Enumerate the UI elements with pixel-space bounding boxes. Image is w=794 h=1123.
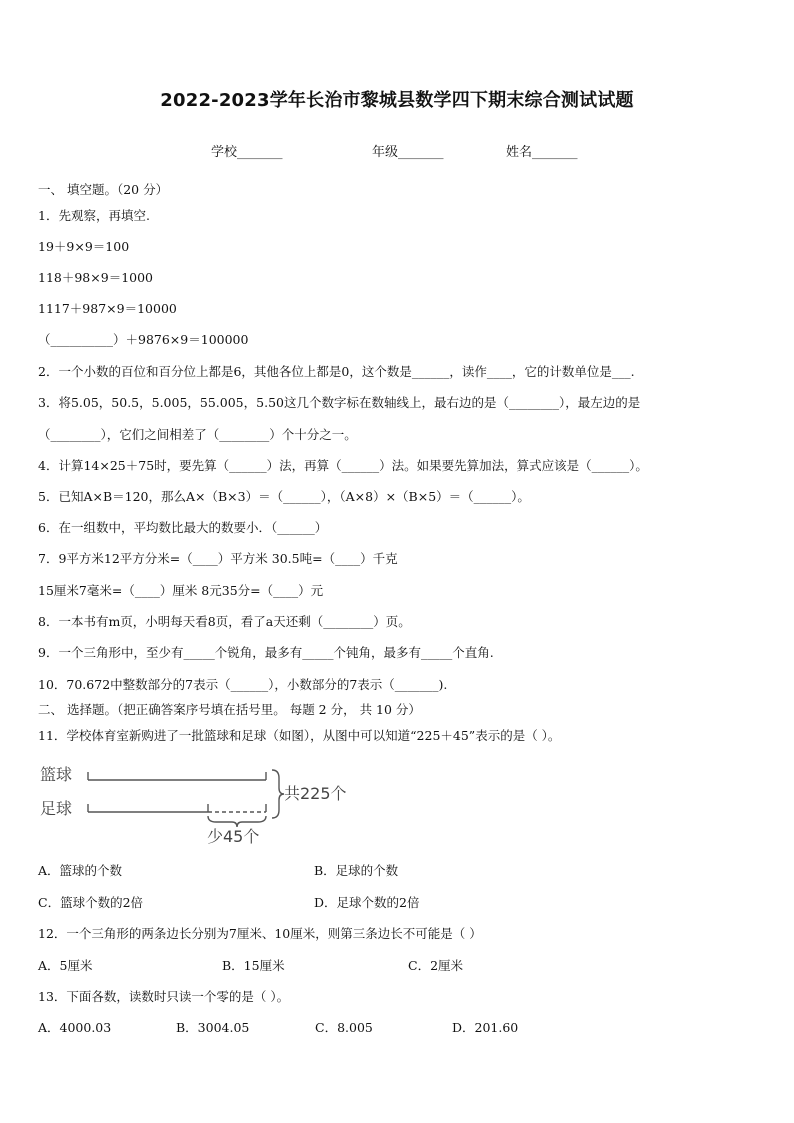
question-10: 10．70.672中整数部分的7表示（______），小数部分的7表示（_______). xyxy=(38,677,448,692)
question-1-stem: 1．先观察，再填空. xyxy=(38,208,150,223)
question-12-option-b: B．15厘米 xyxy=(222,958,285,973)
question-11-option-d: D．足球个数的2倍 xyxy=(314,895,420,910)
section-2-heading: 二、 选择题。（把正确答案序号填在括号里。 每题 2 分， 共 10 分） xyxy=(38,702,421,717)
question-7-line-1: 7．9平方米12平方分米=（____）平方米 30.5吨=（____）千克 xyxy=(38,551,398,566)
less-brace xyxy=(208,816,266,827)
question-12-option-c: C．2厘米 xyxy=(408,958,464,973)
question-13-stem: 13．下面各数，读数时只读一个零的是（ ）。 xyxy=(38,989,290,1004)
question-12-option-a: A．5厘米 xyxy=(38,958,93,973)
school-field: 学校_______ xyxy=(211,145,283,160)
question-7-line-2: 15厘米7毫米=（____）厘米 8元35分=（____）元 xyxy=(38,583,324,598)
name-field: 姓名_______ xyxy=(506,145,578,160)
question-11-option-c: C．篮球个数的2倍 xyxy=(38,895,144,910)
question-6: 6．在一组数中，平均数比最大的数要小．（______） xyxy=(38,520,328,535)
question-13-option-c: C．8.005 xyxy=(315,1020,373,1035)
question-11-option-a: A．篮球的个数 xyxy=(38,863,123,878)
question-11-stem: 11．学校体育室新购进了一批篮球和足球（如图），从图中可以知道“225＋45”表示的是（ ）。 xyxy=(38,728,561,743)
question-12-stem: 12．一个三角形的两条边长分别为7厘米、10厘米，则第三条边长不可能是（ ） xyxy=(38,926,482,941)
section-1-heading: 一、 填空题。（20 分） xyxy=(38,182,169,197)
page-title: 2022-2023学年长治市黎城县数学四下期末综合测试试题 xyxy=(160,90,634,111)
question-13-option-d: D．201.60 xyxy=(452,1020,519,1035)
question-8: 8．一本书有m页，小明每天看8页，看了a天还剩（________）页。 xyxy=(38,614,411,629)
question-5: 5．已知A×B＝120，那么A×（B×3）＝（______），（A×8）×（B×5）＝（______）。 xyxy=(38,489,530,504)
question-3-part-1: 3．将5.05，50.5，5.005，55.005，5.50这几个数字标在数轴线上，最右边的是（________），最左边的是 xyxy=(38,395,641,410)
less-label: 少45个 xyxy=(207,827,260,846)
question-4: 4．计算14×25＋75时，要先算（______）法，再算（______）法。如果要先算加法，算式应该是（______）。 xyxy=(38,458,648,473)
question-13-option-a: A．4000.03 xyxy=(38,1020,112,1035)
grade-field: 年级_______ xyxy=(372,145,444,160)
question-13-option-b: B．3004.05 xyxy=(176,1020,250,1035)
basketball-label: 篮球 xyxy=(40,765,73,784)
question-3-part-2: （________），它们之间相差了（________）个十分之一。 xyxy=(38,427,357,442)
question-1-line-1: 19＋9×9＝100 xyxy=(38,239,130,254)
question-1-line-3: 1117＋987×9＝10000 xyxy=(38,301,177,316)
total-brace xyxy=(272,770,284,818)
question-9: 9．一个三角形中，至少有_____个锐角，最多有_____个钝角，最多有_____个直角. xyxy=(38,645,494,660)
football-label: 足球 xyxy=(40,799,73,818)
question-1-line-2: 118＋98×9＝1000 xyxy=(38,270,154,285)
question-11-option-b: B．足球的个数 xyxy=(314,863,399,878)
question-2: 2．一个小数的百位和百分位上都是6，其他各位上都是0，这个数是______，读作____，它的计数单位是___. xyxy=(38,364,635,379)
question-1-line-4: （__________）＋9876×9＝100000 xyxy=(38,332,249,347)
question-11-diagram xyxy=(36,758,366,848)
total-label: 共225个 xyxy=(284,784,347,803)
